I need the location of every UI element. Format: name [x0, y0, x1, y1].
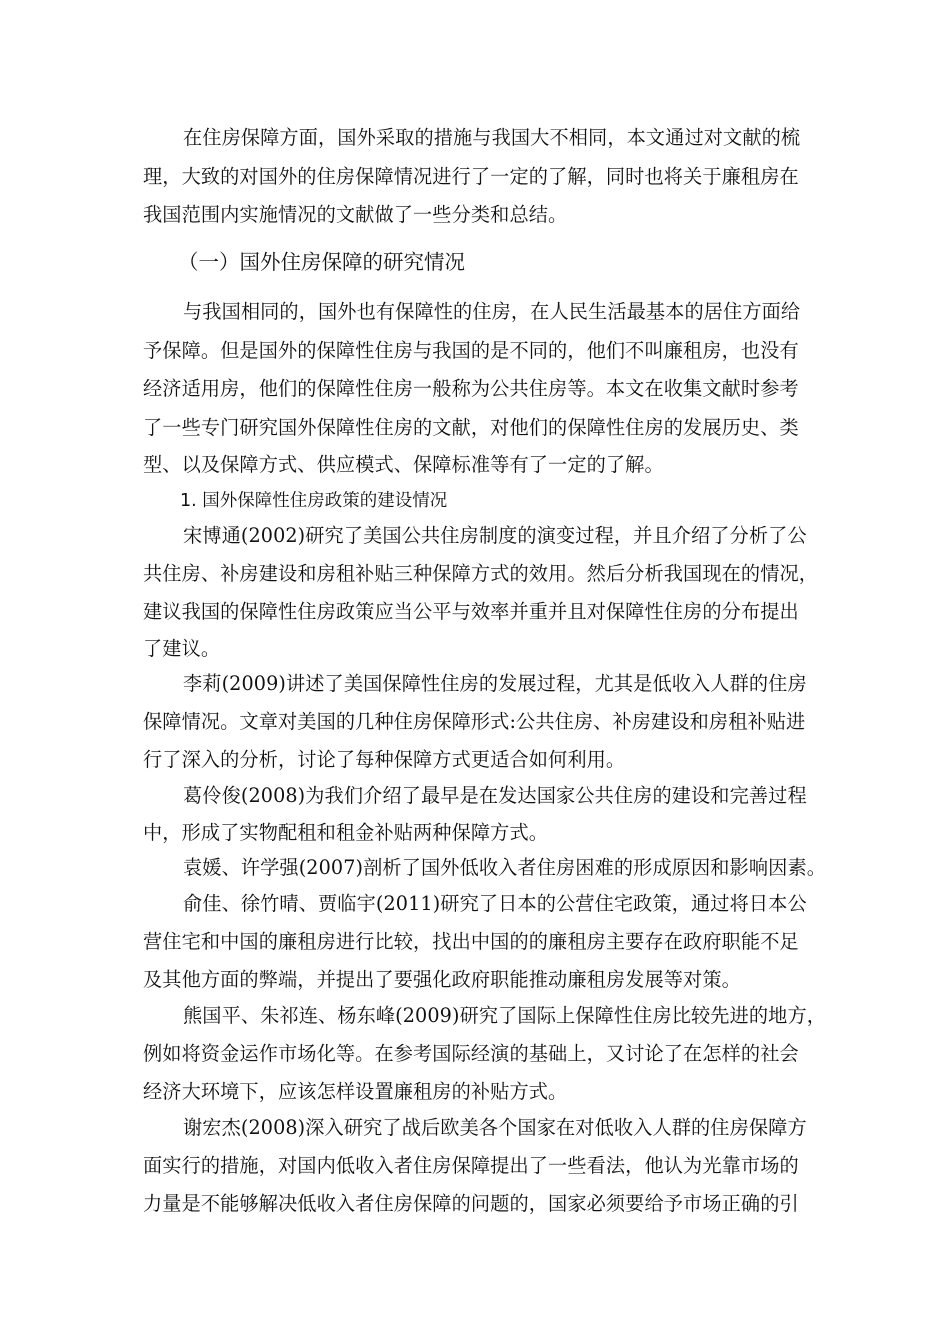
section-para-line-2: 予保障。但是国外的保障性住房与我国的是不同的，他们不叫廉租房，也没有: [143, 339, 799, 362]
body-line-19: 力量是不能够解决低收入者住房保障的问题的，国家必须要给予市场正确的引: [143, 1192, 799, 1215]
body-line-5: 李莉(2009)讲述了美国保障性住房的发展过程，尤其是低收入人群的住房: [183, 672, 807, 695]
body-line-16: 经济大环境下，应该怎样设置廉租房的补贴方式。: [143, 1080, 568, 1103]
intro-line-2: 理，大致的对国外的住房保障情况进行了一定的了解，同时也将关于廉租房在: [143, 165, 799, 188]
body-line-10: 袁媛、许学强(2007)剖析了国外低收入者住房困难的形成原因和影响因素。: [183, 856, 827, 879]
body-line-4: 了建议。: [143, 637, 221, 660]
body-line-15: 例如将资金运作市场化等。在参考国际经演的基础上，又讨论了在怎样的社会: [143, 1042, 799, 1065]
body-line-9: 中，形成了实物配租和租金补贴两种保障方式。: [143, 821, 549, 844]
body-line-18: 面实行的措施，对国内低收入者住房保障提出了一些看法，他认为光靠市场的: [143, 1154, 799, 1177]
section-para-line-1: 与我国相同的，国外也有保障性的住房，在人民生活最基本的居住方面给: [183, 300, 801, 323]
section-para-line-3: 经济适用房，他们的保障性住房一般称为公共住房等。本文在收集文献时参考: [143, 377, 799, 400]
body-line-12: 营住宅和中国的廉租房进行比较，找出中国的的廉租房主要存在政府职能不足: [143, 930, 799, 953]
body-line-3: 建议我国的保障性住房政策应当公平与效率并重并且对保障性住房的分布提出: [143, 600, 799, 623]
body-line-8: 葛伶俊(2008)为我们介绍了最早是在发达国家公共住房的建设和完善过程: [183, 784, 807, 807]
subheading: 1. 国外保障性住房政策的建设情况: [180, 491, 448, 511]
body-line-13: 及其他方面的弊端，并提出了要强化政府职能推动廉租房发展等对策。: [143, 968, 741, 991]
body-line-7: 行了深入的分析，讨论了每种保障方式更适合如何利用。: [143, 748, 626, 771]
section-para-line-4: 了一些专门研究国外保障性住房的文献，对他们的保障性住房的发展历史、类: [143, 416, 799, 439]
intro-line-3: 我国范围内实施情况的文献做了一些分类和总结。: [143, 203, 568, 226]
body-line-17: 谢宏杰(2008)深入研究了战后欧美各个国家在对低收入人群的住房保障方: [183, 1116, 807, 1139]
body-line-14: 熊国平、朱祁连、杨东峰(2009)研究了国际上保障性住房比较先进的地方，: [183, 1004, 827, 1027]
body-line-2: 共住房、补房建设和房租补贴三种保障方式的效用。然后分析我国现在的情况，: [143, 562, 819, 585]
body-line-6: 保障情况。文章对美国的几种住房保障形式:公共住房、补房建设和房租补贴进: [143, 710, 806, 733]
body-line-11: 俞佳、徐竹晴、贾临宇(2011)研究了日本的公营住宅政策，通过将日本公: [183, 892, 807, 915]
intro-line-1: 在住房保障方面，国外采取的措施与我国大不相同，本文通过对文献的梳: [183, 126, 801, 149]
section-para-line-5: 型、以及保障方式、供应模式、保障标准等有了一定的了解。: [143, 453, 664, 476]
body-line-1: 宋博通(2002)研究了美国公共住房制度的演变过程，并且介绍了分析了公: [183, 524, 807, 547]
section-heading: （一）国外住房保障的研究情况: [178, 250, 465, 274]
